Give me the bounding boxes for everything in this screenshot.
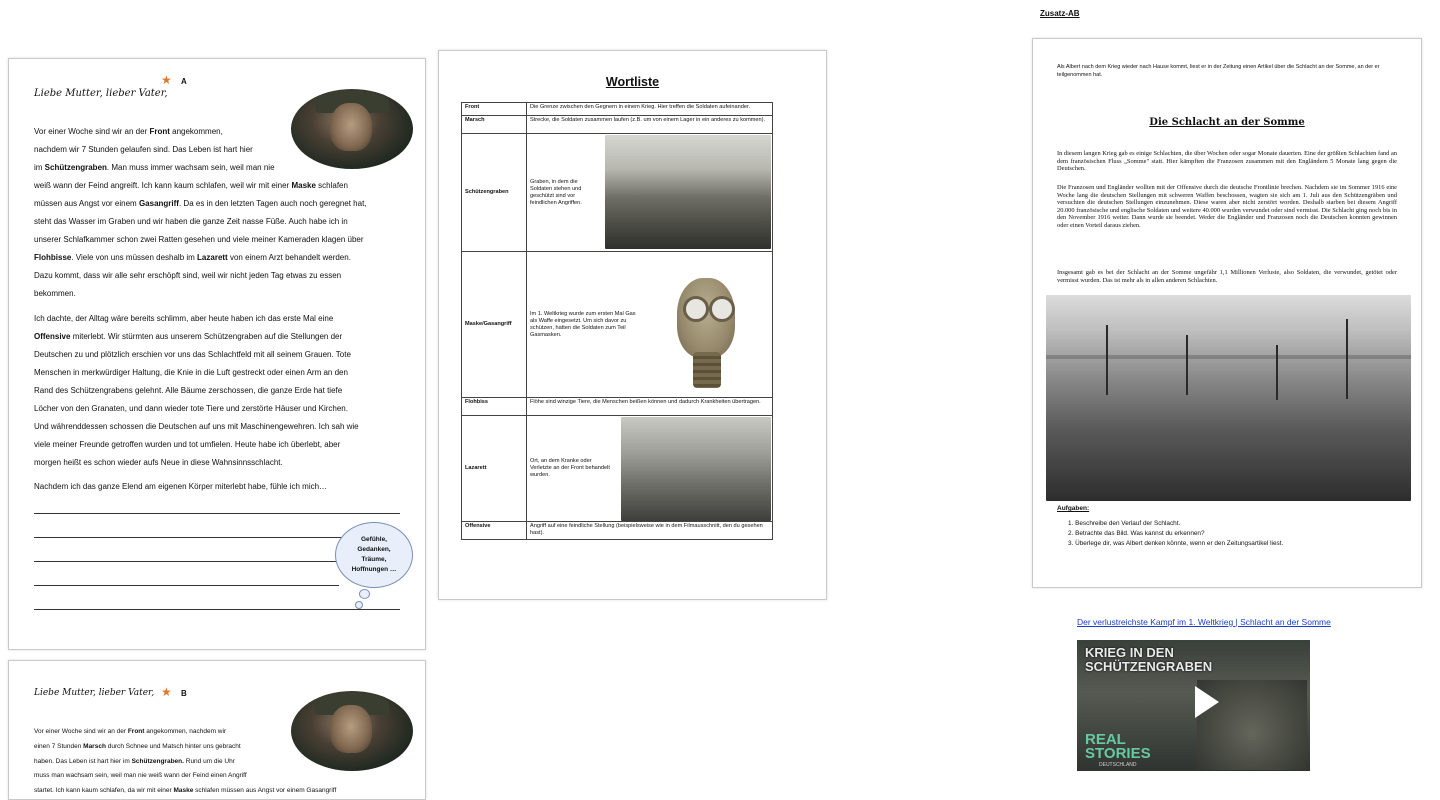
text-line: Vor einer Woche sind wir an der Front angekommen, nachdem wir (34, 728, 227, 735)
zusatz-page (1032, 38, 1422, 588)
letter-a-version-label: A (181, 77, 187, 86)
bold-term: Offensive (34, 332, 71, 341)
play-icon[interactable] (1195, 686, 1219, 718)
star-icon: ★ (161, 685, 172, 699)
definition-text: Graben, in dem die Soldaten stehen und geschützt sind vor feindlichen Angriffen. (530, 178, 582, 206)
text-line: Vor einer Woche sind wir an der Front angekommen, (34, 127, 223, 136)
text-line: startet. Ich kann kaum schlafen, da wir mit einer Maske schlafen müssen aus Angst vor einem Gasangriff (34, 787, 337, 795)
text-line: einen 7 Stunden Marsch durch Schnee und Matsch hinter uns gebracht (34, 742, 241, 750)
term-cell: Marsch (462, 116, 527, 134)
wortliste-table (461, 102, 773, 540)
text-line: im Schützengraben. Man muss immer wachsam sein, weil man nie (34, 163, 275, 172)
letter-b-page (8, 660, 426, 800)
table-row (462, 116, 773, 134)
zusatz-intro: Als Albert nach dem Krieg wieder nach Hause kommt, liest er in der Zeitung einen Artikel über die Schlacht an der Somme, an der er teilgenommen hat. (1057, 64, 1380, 78)
field-hospital-photo (621, 417, 771, 521)
table-row (462, 398, 773, 416)
definition-cell (527, 252, 773, 398)
gas-mask-photo (667, 256, 747, 394)
bold-term: Schützengraben. (131, 757, 184, 765)
bold-term: Lazarett (197, 253, 228, 262)
bold-term: Maske (173, 787, 194, 795)
wortliste-page (438, 50, 827, 600)
zusatz-title: Die Schlacht an der Somme (1149, 117, 1305, 128)
text-line: Ich dachte, der Alltag wäre bereits schlimm, aber heute haben ich das erste Mal eine (34, 314, 334, 323)
text-line: Offensive miterlebt. Wir stürmten aus unserem Schützengraben auf die Stellungen der (34, 332, 343, 341)
text-line: Rand des Schützengrabens gelehnt. Alle Bäume zerschossen, die ganze Erde hat tiefe (34, 386, 343, 395)
brand-line: REAL (1085, 731, 1126, 748)
text-line: nachdem wir 7 Stunden gelaufen sind. Das Leben ist hart hier (34, 145, 253, 154)
text-line: unserer Schlafkammer schon zwei Ratten gesehen und viele meiner Kameraden klagen über (34, 235, 364, 244)
term-cell: Lazarett (462, 416, 527, 522)
zusatz-label: Zusatz-AB (1040, 9, 1080, 18)
letter-a-paragraph-1 (34, 123, 405, 303)
table-row (462, 134, 773, 252)
list-item: 3. Überlege dir, was Albert denken könnte, wenn er den Zeitungsartikel liest. (1068, 540, 1284, 547)
trench-photo (605, 135, 771, 249)
video-thumbnail-title (1085, 646, 1212, 674)
text-line: haben. Das Leben ist hart hier im Schützengraben. Rund um die Uhr (34, 757, 235, 765)
letter-a-paragraph-2 (34, 310, 405, 472)
zusatz-paragraph-3: Insgesamt gab es bei der Schlacht an der Somme ungefähr 1,1 Millionen Verluste, also Soldaten, die verwundet, getötet oder vermisst wurden. Das ist mehr als in allen anderen Schlachten. (1057, 269, 1397, 284)
wortliste-title: Wortliste (605, 75, 660, 89)
text-line: Und währenddessen schossen die Deutschen auf uns mit Maschinengewehren. Ich sah wie (34, 422, 359, 431)
text-line: muss man wachsam sein, weil man nie weiß wann der Feind einen Angriff (34, 772, 247, 780)
brand-line: STORIES (1085, 745, 1151, 762)
term-cell: Maske/Gasangriff (462, 252, 527, 398)
cloud-text-line: Träume, (361, 556, 387, 563)
letter-a-closing: Nachdem ich das ganze Elend am eigenen Körper miterlebt habe, fühle ich mich… (34, 482, 328, 491)
term-cell: Offensive (462, 522, 527, 540)
definition-cell: Strecke, die Soldaten zusammen laufen (z.B. um von einem Lager in ein anderes zu kommen). (527, 116, 773, 134)
thought-bubble-dot (359, 589, 370, 599)
video-brand-sub: DEUTSCHLAND (1099, 762, 1137, 768)
text-line: müssen aus Angst vor einem Gasangriff. Da es in den letzten Tagen auch noch geregnet hat, (34, 199, 367, 208)
letter-a-page (8, 58, 426, 650)
bold-term: Front (127, 728, 145, 735)
table-row (462, 103, 773, 116)
term-cell: Front (462, 103, 527, 116)
zusatz-paragraph-2: Die Franzosen und Engländer wollten mit der Offensive durch die deutsche Frontlinie brechen. Nachdem sie im Sommer 1916 eine Woche lang die deutschen Stellungen mit schweren Waffen beschossen, wagten sie sich am 1. Juli aus den Schützengräben und versuchten die deutschen Stellungen einzunehmen. Diese waren aber nicht zerstört worden. Deshalb starben bei diesem Angriff 20.000 französische und englische Soldaten und weitere 40.000 wurden verwundet oder sind vermisst. Die Schlacht ging noch bis in den November 1916 weiter. Dann wurde sie beendet. Weder die Engländer und Franzosen noch die Deutschen konnten gewinnen oder einen Vorteil daraus ziehen. (1057, 184, 1397, 229)
definition-text: Im 1. Weltkrieg wurde zum ersten Mal Gas als Waffe eingesetzt. Um sich davor zu schützen, hatten die Soldaten zum Teil Gasmasken. (530, 310, 636, 338)
table-row (462, 252, 773, 398)
thought-cloud (335, 522, 413, 588)
thumb-title-line: KRIEG IN DEN (1085, 645, 1174, 660)
text-line: Dazu kommt, dass wir alle sehr erschöpft sind, weil wir nicht jeden Tag etwas zu essen (34, 271, 342, 280)
term-cell: Schützengraben (462, 134, 527, 252)
cloud-text-line: Gefühle, (360, 536, 387, 543)
letter-a-salutation: Liebe Mutter, lieber Vater, (34, 88, 168, 99)
video-brand-logo (1085, 733, 1151, 761)
definition-cell (527, 134, 773, 252)
definition-cell: Angriff auf eine feindliche Stellung (beispielsweise wie in dem Filmausschnitt, den du gesehen hast). (527, 522, 773, 540)
cloud-text-line: Gedanken, (357, 546, 391, 553)
definition-text: Ort, an dem Kranke oder Verletzte an der Front behandelt wurden. (530, 458, 610, 478)
list-item: 1. Beschreibe den Verlauf der Schlacht. (1068, 520, 1181, 527)
text-line: Deutschen zu und plötzlich erschien vor uns das Schlachtfeld mit all seinem Grauen. Tote (34, 350, 351, 359)
bold-term: Flohbisse (34, 253, 72, 262)
bold-term: Maske (291, 181, 316, 190)
bold-term: Front (149, 127, 170, 136)
zusatz-paragraph-1: In diesem langen Krieg gab es einige Schlachten, die über Wochen oder sogar Monate dauerten. Eine der größten Schlachten fand an dem französischen Fluss „Somme" statt. Hier kämpften die Franzosen zusammen mit den Engländern 5 Monate lang gegen die Deutschen. (1057, 150, 1397, 173)
bold-term: Schützengraben (44, 163, 107, 172)
video-link[interactable]: Der verlustreichste Kampf im 1. Weltkrieg | Schlacht an der Somme (1077, 617, 1331, 627)
text-line: viele meiner Freunde getroffen wurden und tot umfielen. Heute habe ich überlebt, aber (34, 440, 341, 449)
letter-b-text (34, 725, 405, 799)
text-line: Flohbisse. Viele von uns müssen deshalb im Lazarett von einem Arzt behandelt werden. (34, 253, 351, 262)
star-icon: ★ (161, 73, 172, 87)
thumb-title-line: SCHÜTZENGRABEN (1085, 659, 1213, 674)
cloud-text-line: Hoffnungen … (351, 566, 397, 573)
letter-b-version-label: B (181, 689, 187, 698)
text-line: morgen heißt es schon wieder aufs Neue in diese Wahnsinnsschlacht. (34, 458, 283, 467)
battlefield-photo (1046, 295, 1411, 501)
definition-cell: Die Grenze zwischen den Gegnern in einem Krieg. Hier treffen die Soldaten aufeinander. (527, 103, 773, 116)
aufgaben-list (1068, 519, 1283, 549)
text-line: weiß wann der Feind angreift. Ich kann kaum schlafen, weil wir mit einer Maske schlafen (34, 181, 348, 190)
video-thumbnail[interactable] (1077, 640, 1310, 771)
text-line: Menschen in merkwürdiger Haltung, die Knie in die Luft gestreckt oder einen Arm an den (34, 368, 348, 377)
letter-b-salutation: Liebe Mutter, lieber Vater, (34, 688, 155, 698)
definition-cell (527, 416, 773, 522)
table-row (462, 522, 773, 540)
bold-term: Marsch (83, 742, 106, 750)
text-line: bekommen. (34, 289, 76, 298)
text-line: Löcher von den Granaten, und dann wieder tote Tiere und zerstörte Häuser und Kirchen. (34, 404, 348, 413)
list-item: 2. Betrachte das Bild. Was kannst du erkennen? (1068, 530, 1205, 537)
table-row (462, 416, 773, 522)
text-line: steht das Wasser im Graben und wir haben die ganze Zeit nasse Füße. Auch habe ich in (34, 217, 348, 226)
definition-cell: Flöhe sind winzige Tiere, die Menschen beißen können und dadurch Krankheiten übertragen. (527, 398, 773, 416)
aufgaben-label: Aufgaben: (1057, 505, 1090, 512)
thought-bubble-dot (355, 601, 363, 609)
term-cell: Flohbiss (462, 398, 527, 416)
bold-term: Gasangriff (138, 199, 179, 208)
